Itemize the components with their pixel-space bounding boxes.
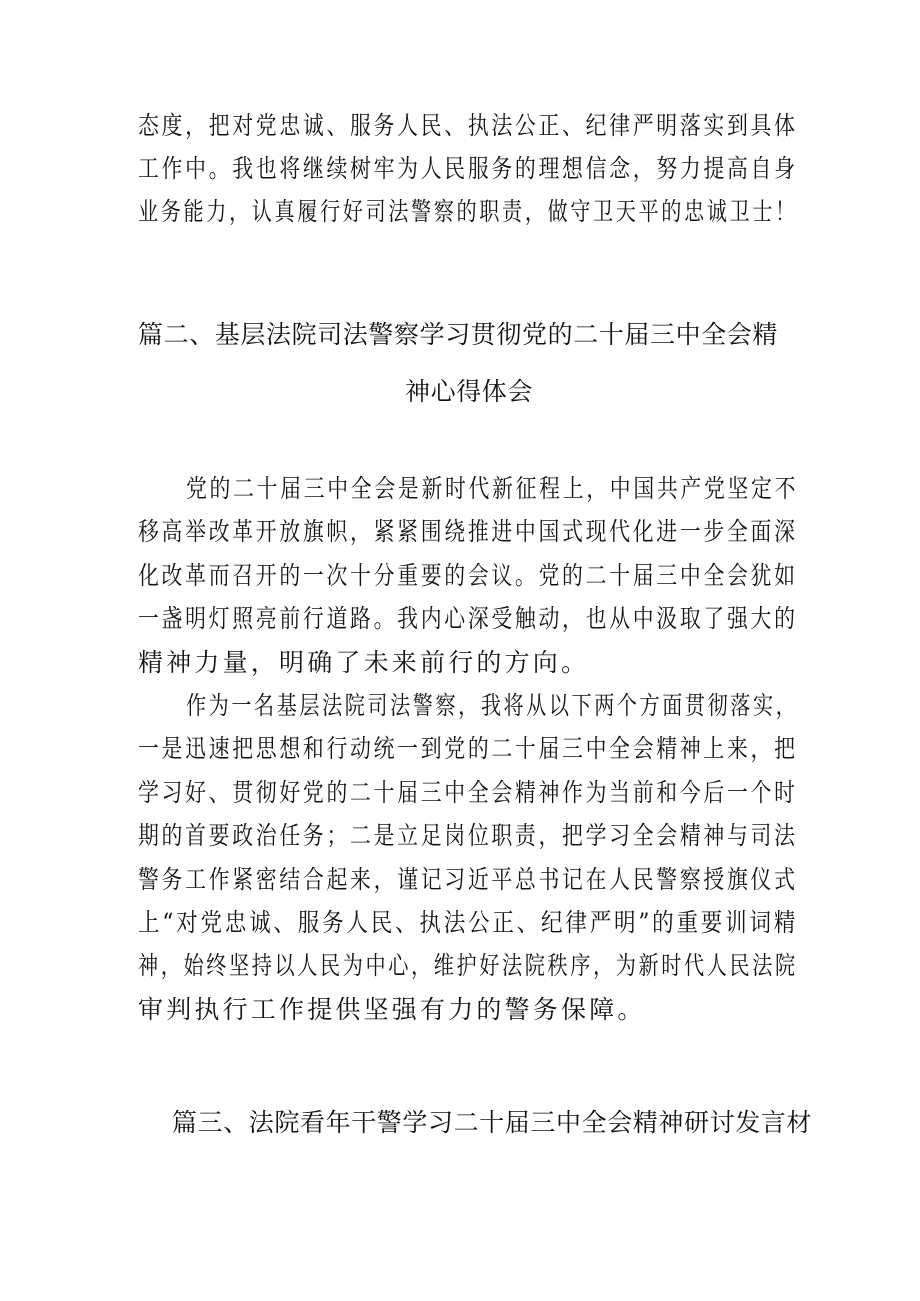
paragraph-line: 警务工作紧密结合起来，谨记习近平总书记在人民警察授旗仪式 — [138, 865, 798, 894]
intro-line-3: 业务能力，认真履行好司法警察的职责，做守卫天平的忠诚卫士！ — [138, 197, 798, 226]
paragraph-line: 精神力量，明确了未来前行的方向。 — [138, 648, 590, 677]
section-two-heading-line-1: 篇二、基层法院司法警察学习贯彻党的二十届三中全会精 — [138, 320, 779, 349]
intro-line-2: 工作中。我也将继续树牢为人民服务的理想信念，努力提高自身 — [138, 154, 798, 183]
paragraph-line: 神，始终坚持以人民为中心，维护好法院秩序，为新时代人民法院 — [138, 951, 798, 980]
paragraph-line: 期的首要政治任务；二是立足岗位职责，把学习全会精神与司法 — [138, 821, 798, 850]
section-two-heading-line-2: 神心得体会 — [405, 377, 534, 406]
paragraph-line: 一盏明灯照亮前行道路。我内心深受触动，也从中汲取了强大的 — [138, 604, 798, 633]
intro-line-1: 态度，把对党忠诚、服务人民、执法公正、纪律严明落实到具体 — [138, 111, 798, 140]
paragraph-line: 审判执行工作提供坚强有力的警务保障。 — [138, 995, 646, 1024]
paragraph-line: 一是迅速把思想和行动统一到党的二十届三中全会精神上来，把 — [138, 734, 798, 763]
paragraph-line: 移高举改革开放旗帜，紧紧围绕推进中国式现代化进一步全面深 — [138, 517, 798, 546]
paragraph-line: 化改革而召开的一次十分重要的会议。党的二十届三中全会犹如 — [138, 561, 798, 590]
paragraph-line: 学习好、贯彻好党的二十届三中全会精神作为当前和今后一个时 — [138, 778, 798, 807]
paragraph-line: 党的二十届三中全会是新时代新征程上，中国共产党坚定不 — [186, 474, 799, 503]
paragraph-line: 作为一名基层法院司法警察，我将从以下两个方面贯彻落实， — [186, 691, 799, 720]
paragraph-line: 上“对党忠诚、服务人民、执法公正、纪律严明”的重要训词精 — [138, 908, 799, 937]
section-three-heading: 篇三、法院看年干警学习二十届三中全会精神研讨发言材 — [172, 1108, 813, 1137]
